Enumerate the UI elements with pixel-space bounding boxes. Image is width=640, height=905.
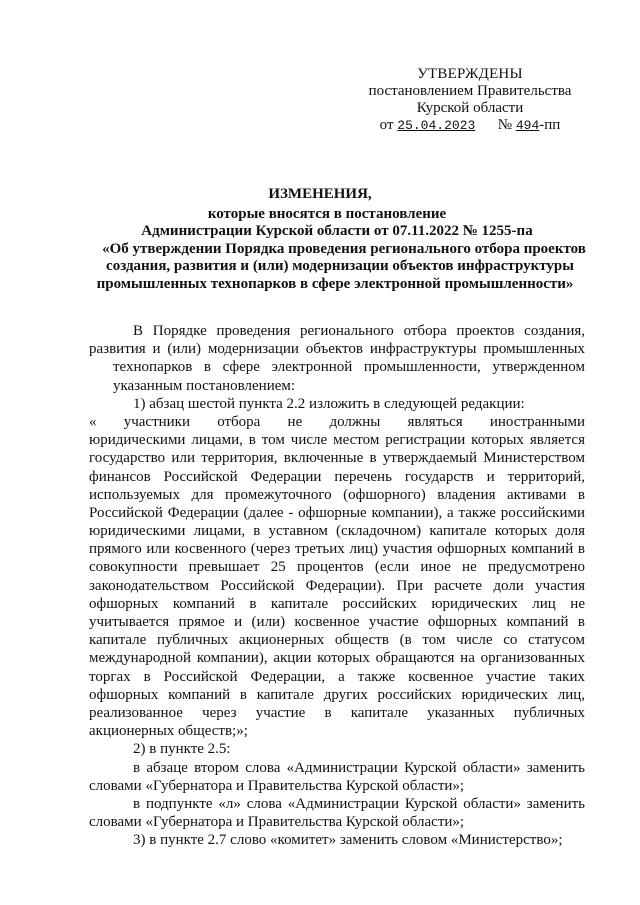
body-line: совокупности превышает 25 процентов (если иное не предусмотрено xyxy=(89,559,585,576)
title-line-1: ИЗМЕНЕНИЯ, xyxy=(268,186,372,202)
body-line: финансов Российской Федерации перечень государств и территорий, xyxy=(89,468,585,485)
approval-line-2: Курской области xyxy=(416,100,524,116)
approval-line-1: постановлением Правительства xyxy=(368,83,572,99)
body-line: словами «Губернатора и Правительства Курской области»; xyxy=(89,777,465,794)
approval-number: 494 xyxy=(515,118,540,133)
body-line: Российской Федерации (далее - офшорные компании), а также российскими xyxy=(89,504,585,521)
body-line: технопарков в сфере электронной промышленности, утвержденном xyxy=(113,359,585,376)
body-line: торгах в Российской Федерации, а также косвенное участие таких xyxy=(89,668,585,685)
body-line: словами «Губернатора и Правительства Курской области»; xyxy=(89,814,465,831)
approval-heading: УТВЕРЖДЕНЫ xyxy=(417,66,523,82)
body-line: акционерных обществ;»; xyxy=(89,723,248,740)
body-line: капитале публичных акционерных обществ (в том числе со статусом xyxy=(89,632,585,649)
body-line: юридическими лицами, в том числе местом регистрации которых является xyxy=(89,432,585,449)
approval-date-number xyxy=(346,117,594,134)
document-body xyxy=(89,322,585,849)
body-line: юридическими лицами, в уставном (складочном) капитале которых доля xyxy=(89,523,585,540)
body-line: законодательством Российской Федерации). При расчете доли участия xyxy=(89,577,585,594)
body-line: 1) абзац шестой пункта 2.2 изложить в следующей редакции: xyxy=(133,395,525,412)
date-prefix: от xyxy=(379,117,394,133)
body-line: учитывается прямое и (или) косвенное участие офшорных компаний в xyxy=(89,614,585,630)
body-line: международной компании), акции которых обращаются на организованных xyxy=(89,650,585,667)
title-line-6: промышленных технопарков в сфере электронной промышленности» xyxy=(96,275,574,292)
body-line: указанным постановлением: xyxy=(113,377,296,394)
body-line: прямого или косвенного (через третьих лиц) участия офшорных компаний в xyxy=(89,541,585,558)
number-prefix: № xyxy=(497,117,513,133)
body-line: государство или территория, включенные в утверждаемый Министерством xyxy=(89,450,585,467)
title-line-2: которые вносятся в постановление xyxy=(207,205,447,222)
body-line: офшорных компаний в капитале российских юридических лиц не xyxy=(89,595,585,612)
body-line: « участники отбора не должны являться иностранными xyxy=(89,413,585,430)
number-suffix: -пп xyxy=(539,117,561,133)
approval-stamp xyxy=(346,66,594,134)
document-title xyxy=(40,186,600,293)
body-line: офшорных компаний в капитале других российских юридических лиц, xyxy=(89,686,585,703)
body-line: реализованное через участие в капитале указанных публичных xyxy=(89,704,585,721)
body-line: в абзаце втором слова «Администрации Курской области» заменить xyxy=(133,759,585,776)
title-line-4: «Об утверждении Порядка проведения регионального отбора проектов xyxy=(102,240,586,257)
title-line-3: Администрации Курской области от 07.11.2022 № 1255-па xyxy=(141,223,533,239)
body-line: 2) в пункте 2.5: xyxy=(133,741,231,758)
body-line: В Порядке проведения регионального отбора проектов создания, xyxy=(133,323,585,339)
approval-date: 25.04.2023 xyxy=(397,118,476,133)
body-line: в подпункте «л» слова «Администрации Курской области» заменить xyxy=(133,795,585,812)
body-line: используемых для промежуточного (офшорного) владения активами в xyxy=(89,486,585,503)
body-line: 3) в пункте 2.7 слово «комитет» заменить словом «Министерство»; xyxy=(133,832,563,849)
title-line-5: создания, развития и (или) модернизации объектов инфраструктуры xyxy=(106,258,574,274)
body-line: развития и (или) модернизации объектов инфраструктуры промышленных xyxy=(89,341,585,358)
